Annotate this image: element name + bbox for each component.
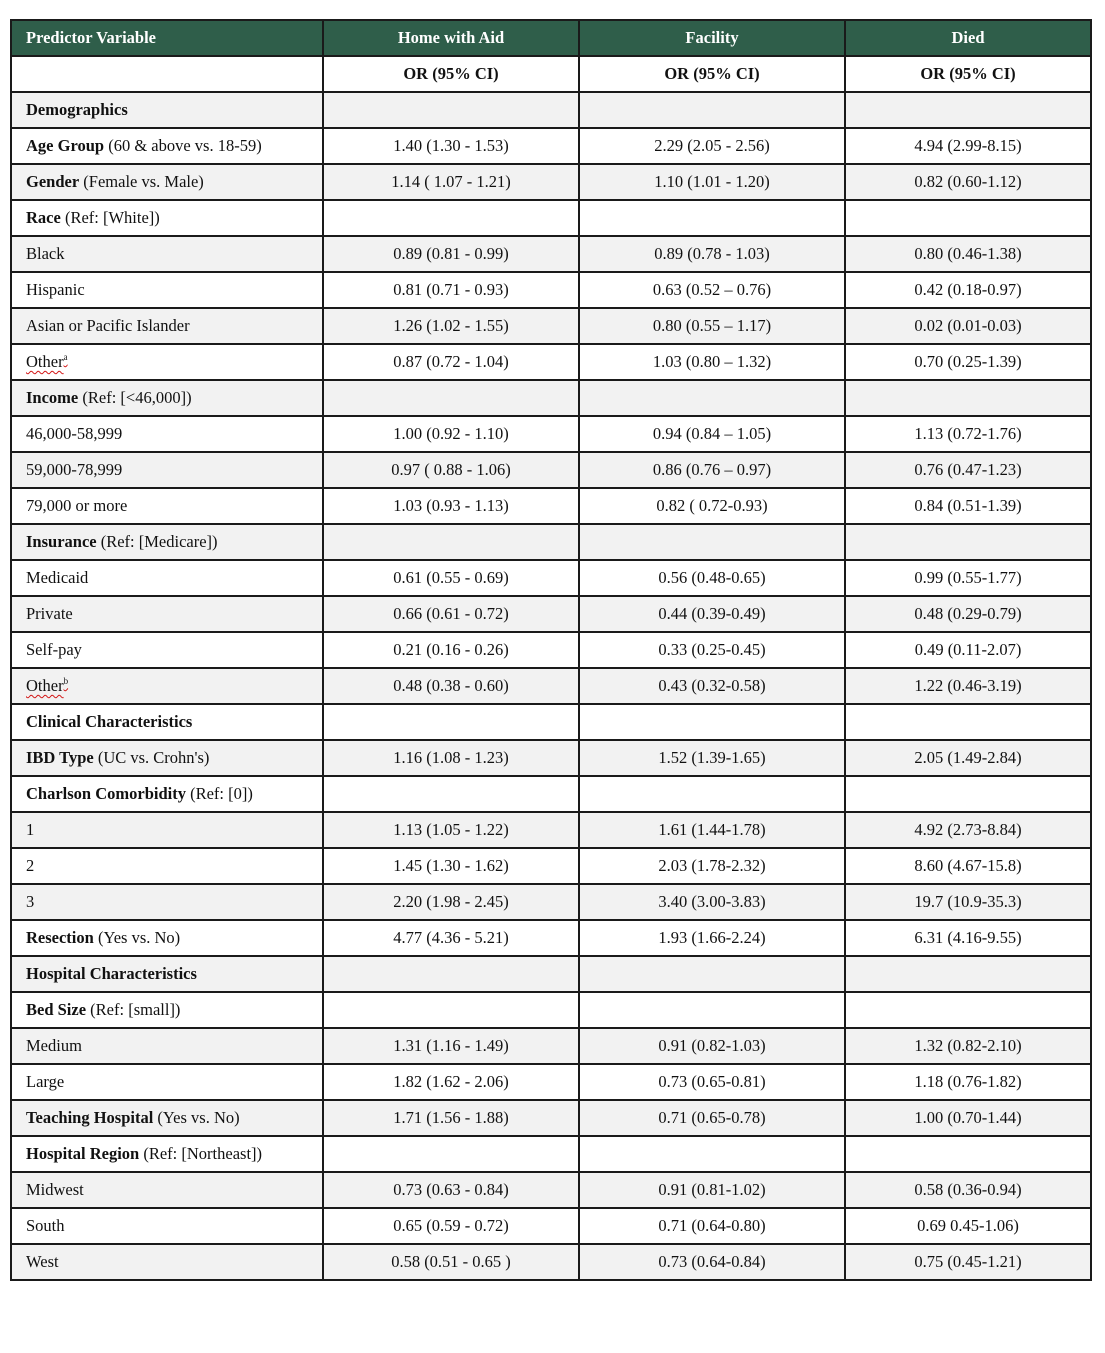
table-row [11, 308, 1091, 344]
table-row [11, 956, 1091, 992]
table-row [11, 92, 1091, 128]
home-with-aid-value [323, 992, 579, 1028]
home-with-aid-value: 1.40 (1.30 - 1.53) [323, 128, 579, 164]
predictor-label: Medium [26, 1036, 82, 1055]
facility-value: 0.82 ( 0.72-0.93) [579, 488, 845, 524]
died-value: 0.84 (0.51-1.39) [845, 488, 1091, 524]
facility-value: 0.89 (0.78 - 1.03) [579, 236, 845, 272]
home-with-aid-value: 0.73 (0.63 - 0.84) [323, 1172, 579, 1208]
table-row [11, 236, 1091, 272]
facility-value [579, 524, 845, 560]
predictor-label: 3 [26, 892, 35, 911]
header-home-with-aid: Home with Aid [323, 20, 579, 56]
table-row [11, 668, 1091, 704]
died-value: 8.60 (4.67-15.8) [845, 848, 1091, 884]
home-with-aid-value: 1.45 (1.30 - 1.62) [323, 848, 579, 884]
table-row [11, 488, 1091, 524]
predictor-cell [11, 632, 323, 668]
died-value: 0.76 (0.47-1.23) [845, 452, 1091, 488]
facility-value: 0.56 (0.48-0.65) [579, 560, 845, 596]
facility-value: 1.52 (1.39-1.65) [579, 740, 845, 776]
predictor-cell [11, 956, 323, 992]
home-with-aid-value: 0.81 (0.71 - 0.93) [323, 272, 579, 308]
predictor-label: Midwest [26, 1180, 84, 1199]
facility-value: 0.80 (0.55 – 1.17) [579, 308, 845, 344]
table-row [11, 1100, 1091, 1136]
predictor-cell [11, 884, 323, 920]
predictor-label: (Ref: [small]) [86, 1000, 181, 1019]
home-with-aid-value: 0.97 ( 0.88 - 1.06) [323, 452, 579, 488]
died-value [845, 200, 1091, 236]
facility-value: 0.91 (0.82-1.03) [579, 1028, 845, 1064]
facility-value: 0.33 (0.25-0.45) [579, 632, 845, 668]
predictor-label: 2 [26, 856, 35, 875]
died-value: 4.94 (2.99-8.15) [845, 128, 1091, 164]
table-row [11, 1028, 1091, 1064]
home-with-aid-value: 1.71 (1.56 - 1.88) [323, 1100, 579, 1136]
table-row [11, 632, 1091, 668]
home-with-aid-value: 1.13 (1.05 - 1.22) [323, 812, 579, 848]
subheader-stat-home: OR (95% CI) [323, 56, 579, 92]
predictor-cell [11, 344, 323, 380]
predictor-cell [11, 452, 323, 488]
table-row [11, 416, 1091, 452]
subheader-stat-facility: OR (95% CI) [579, 56, 845, 92]
predictor-label: 79,000 or more [26, 496, 128, 515]
footnote-marker: b [63, 676, 69, 686]
table-row [11, 452, 1091, 488]
home-with-aid-value: 0.65 (0.59 - 0.72) [323, 1208, 579, 1244]
died-value [845, 704, 1091, 740]
predictor-label: (Ref: [Medicare]) [96, 532, 218, 551]
died-value: 6.31 (4.16-9.55) [845, 920, 1091, 956]
died-value: 4.92 (2.73-8.84) [845, 812, 1091, 848]
table-row [11, 524, 1091, 560]
table-row [11, 992, 1091, 1028]
home-with-aid-value: 0.87 (0.72 - 1.04) [323, 344, 579, 380]
predictor-label: Self-pay [26, 640, 82, 659]
facility-value [579, 200, 845, 236]
table-row [11, 128, 1091, 164]
predictor-label: (UC vs. Crohn's) [93, 748, 210, 767]
predictor-group-label: Clinical Characteristics [26, 712, 193, 731]
home-with-aid-value: 1.16 (1.08 - 1.23) [323, 740, 579, 776]
home-with-aid-value [323, 1136, 579, 1172]
died-value: 0.49 (0.11-2.07) [845, 632, 1091, 668]
table-row [11, 1172, 1091, 1208]
facility-value [579, 992, 845, 1028]
predictor-group-label: Insurance [26, 532, 97, 551]
died-value: 0.80 (0.46-1.38) [845, 236, 1091, 272]
table-row [11, 920, 1091, 956]
predictor-cell [11, 992, 323, 1028]
died-value: 0.42 (0.18-0.97) [845, 272, 1091, 308]
table-row [11, 1136, 1091, 1172]
home-with-aid-value [323, 524, 579, 560]
odds-ratio-table [10, 19, 1092, 1281]
predictor-cell [11, 668, 323, 704]
predictor-group-label: IBD Type [26, 748, 94, 767]
facility-value: 0.86 (0.76 – 0.97) [579, 452, 845, 488]
predictor-group-label: Income [26, 388, 79, 407]
predictor-cell [11, 812, 323, 848]
predictor-group-label: Age Group [26, 136, 105, 155]
predictor-cell [11, 740, 323, 776]
predictor-cell [11, 848, 323, 884]
home-with-aid-value: 0.61 (0.55 - 0.69) [323, 560, 579, 596]
facility-value: 1.61 (1.44-1.78) [579, 812, 845, 848]
predictor-cell [11, 1172, 323, 1208]
facility-value: 1.10 (1.01 - 1.20) [579, 164, 845, 200]
table-row [11, 776, 1091, 812]
predictor-cell [11, 704, 323, 740]
predictor-cell [11, 92, 323, 128]
facility-value [579, 956, 845, 992]
died-value: 0.48 (0.29-0.79) [845, 596, 1091, 632]
facility-value: 0.43 (0.32-0.58) [579, 668, 845, 704]
home-with-aid-value: 0.89 (0.81 - 0.99) [323, 236, 579, 272]
facility-value: 3.40 (3.00-3.83) [579, 884, 845, 920]
predictor-group-label: Charlson Comorbidity [26, 784, 186, 803]
subheader-stat-died: OR (95% CI) [845, 56, 1091, 92]
predictor-cell [11, 1244, 323, 1280]
facility-value: 0.94 (0.84 – 1.05) [579, 416, 845, 452]
died-value: 0.02 (0.01-0.03) [845, 308, 1091, 344]
facility-value [579, 92, 845, 128]
table-row [11, 740, 1091, 776]
table-row [11, 344, 1091, 380]
home-with-aid-value: 4.77 (4.36 - 5.21) [323, 920, 579, 956]
died-value [845, 776, 1091, 812]
died-value: 0.58 (0.36-0.94) [845, 1172, 1091, 1208]
table-row [11, 200, 1091, 236]
table-row [11, 560, 1091, 596]
home-with-aid-value [323, 956, 579, 992]
table-row [11, 380, 1091, 416]
facility-value: 0.71 (0.65-0.78) [579, 1100, 845, 1136]
home-with-aid-value: 1.00 (0.92 - 1.10) [323, 416, 579, 452]
table-row [11, 1064, 1091, 1100]
table-row [11, 848, 1091, 884]
table-row [11, 704, 1091, 740]
predictor-label: Asian or Pacific Islander [26, 316, 190, 335]
predictor-label: Private [26, 604, 73, 623]
home-with-aid-value [323, 776, 579, 812]
home-with-aid-value: 0.66 (0.61 - 0.72) [323, 596, 579, 632]
predictor-label: Hispanic [26, 280, 85, 299]
table-row [11, 272, 1091, 308]
subheader-empty-cell [11, 56, 323, 92]
home-with-aid-value: 1.31 (1.16 - 1.49) [323, 1028, 579, 1064]
predictor-group-label: Resection [26, 928, 94, 947]
home-with-aid-value: 1.03 (0.93 - 1.13) [323, 488, 579, 524]
home-with-aid-value [323, 200, 579, 236]
home-with-aid-value: 1.26 (1.02 - 1.55) [323, 308, 579, 344]
predictor-cell [11, 380, 323, 416]
predictor-cell [11, 560, 323, 596]
predictor-cell [11, 272, 323, 308]
facility-value: 0.73 (0.64-0.84) [579, 1244, 845, 1280]
facility-value: 0.44 (0.39-0.49) [579, 596, 845, 632]
facility-value: 0.63 (0.52 – 0.76) [579, 272, 845, 308]
facility-value: 0.71 (0.64-0.80) [579, 1208, 845, 1244]
home-with-aid-value: 1.14 ( 1.07 - 1.21) [323, 164, 579, 200]
died-value: 1.18 (0.76-1.82) [845, 1064, 1091, 1100]
header-row [11, 20, 1091, 56]
facility-value: 0.73 (0.65-0.81) [579, 1064, 845, 1100]
header-facility: Facility [579, 20, 845, 56]
predictor-cell [11, 128, 323, 164]
predictor-cell [11, 1136, 323, 1172]
predictor-cell [11, 1208, 323, 1244]
facility-value: 0.91 (0.81-1.02) [579, 1172, 845, 1208]
predictor-label: (Ref: [<46,000]) [78, 388, 192, 407]
facility-value: 2.03 (1.78-2.32) [579, 848, 845, 884]
header-died: Died [845, 20, 1091, 56]
facility-value [579, 380, 845, 416]
died-value: 0.75 (0.45-1.21) [845, 1244, 1091, 1280]
predictor-label: (Yes vs. No) [93, 928, 181, 947]
predictor-cell [11, 1028, 323, 1064]
table-row [11, 812, 1091, 848]
home-with-aid-value: 0.48 (0.38 - 0.60) [323, 668, 579, 704]
predictor-cell [11, 1064, 323, 1100]
died-value [845, 1136, 1091, 1172]
facility-value [579, 1136, 845, 1172]
predictor-group-label: Bed Size [26, 1000, 87, 1019]
predictor-label: Black [26, 244, 65, 263]
died-value: 1.32 (0.82-2.10) [845, 1028, 1091, 1064]
predictor-group-label: Hospital Characteristics [26, 964, 197, 983]
facility-value [579, 776, 845, 812]
died-value: 0.69 0.45-1.06) [845, 1208, 1091, 1244]
predictor-cell [11, 416, 323, 452]
table-row [11, 1208, 1091, 1244]
predictor-label: 1 [26, 820, 35, 839]
predictor-cell [11, 920, 323, 956]
table-row [11, 596, 1091, 632]
died-value: 0.99 (0.55-1.77) [845, 560, 1091, 596]
predictor-label: 59,000-78,999 [26, 460, 123, 479]
predictor-label: (60 & above vs. 18-59) [104, 136, 262, 155]
predictor-group-label: Teaching Hospital [26, 1108, 154, 1127]
died-value: 1.13 (0.72-1.76) [845, 416, 1091, 452]
predictor-cell [11, 776, 323, 812]
facility-value [579, 704, 845, 740]
predictor-group-label: Hospital Region [26, 1144, 140, 1163]
predictor-cell [11, 524, 323, 560]
died-value: 1.22 (0.46-3.19) [845, 668, 1091, 704]
home-with-aid-value: 0.58 (0.51 - 0.65 ) [323, 1244, 579, 1280]
subheader-row [11, 56, 1091, 92]
home-with-aid-value: 2.20 (1.98 - 2.45) [323, 884, 579, 920]
predictor-label: Large [26, 1072, 65, 1091]
predictor-cell [11, 236, 323, 272]
predictor-label: (Female vs. Male) [79, 172, 204, 191]
home-with-aid-value [323, 380, 579, 416]
predictor-group-label: Gender [26, 172, 80, 191]
predictor-label: West [26, 1252, 59, 1271]
died-value: 0.70 (0.25-1.39) [845, 344, 1091, 380]
died-value: 2.05 (1.49-2.84) [845, 740, 1091, 776]
died-value: 19.7 (10.9-35.3) [845, 884, 1091, 920]
predictor-label: (Ref: [0]) [185, 784, 253, 803]
predictor-cell [11, 164, 323, 200]
died-value [845, 380, 1091, 416]
predictor-cell [11, 308, 323, 344]
predictor-cell [11, 488, 323, 524]
facility-value: 2.29 (2.05 - 2.56) [579, 128, 845, 164]
table-row [11, 884, 1091, 920]
predictor-label: South [26, 1216, 65, 1235]
facility-value: 1.03 (0.80 – 1.32) [579, 344, 845, 380]
predictor-cell [11, 596, 323, 632]
died-value [845, 956, 1091, 992]
died-value [845, 92, 1091, 128]
predictor-label: Other [26, 676, 64, 695]
home-with-aid-value: 1.82 (1.62 - 2.06) [323, 1064, 579, 1100]
predictor-label: (Ref: [Northeast]) [139, 1144, 263, 1163]
predictor-label: 46,000-58,999 [26, 424, 123, 443]
predictor-group-label: Demographics [26, 100, 128, 119]
predictor-label: (Ref: [White]) [60, 208, 160, 227]
home-with-aid-value: 0.21 (0.16 - 0.26) [323, 632, 579, 668]
died-value [845, 524, 1091, 560]
predictor-label: Other [26, 352, 64, 371]
home-with-aid-value [323, 92, 579, 128]
predictor-group-label: Race [26, 208, 61, 227]
predictor-cell [11, 200, 323, 236]
died-value [845, 992, 1091, 1028]
table-row [11, 1244, 1091, 1280]
footnote-marker: a [63, 352, 68, 362]
predictor-cell [11, 1100, 323, 1136]
died-value: 1.00 (0.70-1.44) [845, 1100, 1091, 1136]
home-with-aid-value [323, 704, 579, 740]
predictor-label: (Yes vs. No) [153, 1108, 240, 1127]
facility-value: 1.93 (1.66-2.24) [579, 920, 845, 956]
table-row [11, 164, 1091, 200]
died-value: 0.82 (0.60-1.12) [845, 164, 1091, 200]
predictor-label: Medicaid [26, 568, 89, 587]
header-predictor: Predictor Variable [11, 20, 323, 56]
